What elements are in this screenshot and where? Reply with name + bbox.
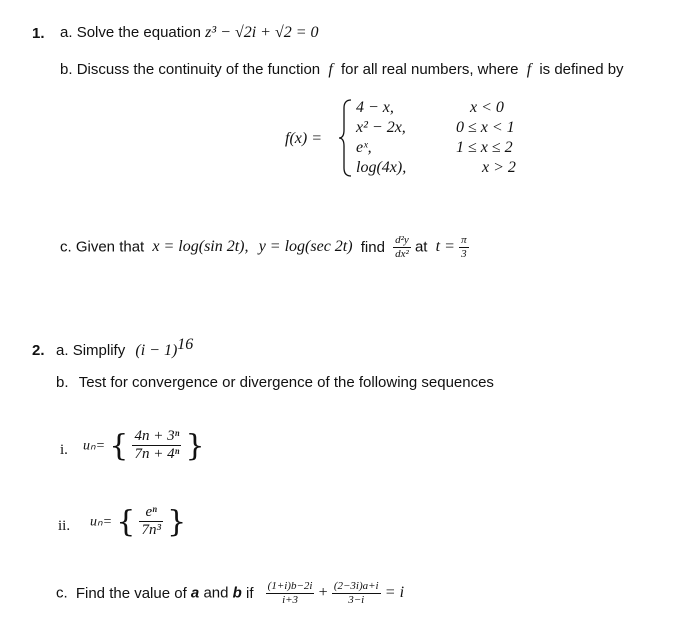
seq-ii-right-brace: } — [167, 504, 187, 540]
q1b-text-1: Discuss the continuity of the function — [76, 61, 321, 78]
q2a-label: a. — [56, 342, 69, 359]
q2c-var-a: a — [190, 584, 200, 602]
q2c-text-1: Find the value of — [75, 584, 187, 602]
piece-expr-1: 4 − x, — [356, 99, 394, 116]
q1c-text-1: Given that — [75, 238, 145, 256]
seq-i-left-brace: { — [109, 428, 129, 464]
q2c-var-b: b — [232, 584, 242, 602]
q2c-f1-num: (1+i)b−2i — [267, 580, 313, 592]
q1c-derivative-den: dx² — [395, 247, 409, 260]
q2c-text-if: if — [245, 584, 254, 602]
q1b-line — [60, 61, 624, 79]
q2a-text: Simplify — [72, 342, 126, 359]
seq-i — [83, 428, 205, 464]
piece-cond-3: 1 ≤ x ≤ 2 — [456, 139, 513, 156]
q2c-rhs: = i — [384, 584, 405, 602]
q1c-text-find: find — [360, 238, 385, 256]
q1c-line — [60, 234, 469, 260]
q1c-label: c. — [60, 238, 72, 256]
q1c-text-at: at — [414, 238, 428, 256]
question-2-number: 2. — [32, 342, 45, 359]
seq-ii — [90, 504, 186, 540]
seq-ii-num: eⁿ — [139, 504, 163, 522]
piece-cond-1: x < 0 — [470, 99, 504, 116]
piecewise-brace — [338, 98, 354, 178]
seq-ii-den: 7n³ — [141, 522, 161, 539]
seq-i-right-brace: } — [185, 428, 205, 464]
q1b-label: b. — [60, 61, 73, 78]
q1c-t-value — [459, 234, 469, 260]
q1a-text: Solve the equation — [76, 24, 201, 41]
q2c-f2-den: 3−i — [348, 593, 365, 606]
q1c-eq-x: x = log(sin 2t), — [152, 238, 249, 256]
piece-expr-3: eˣ, — [356, 139, 372, 156]
piece-cond-2: 0 ≤ x < 1 — [456, 119, 515, 136]
q2c-fraction-1 — [266, 580, 315, 606]
q2b-text: Test for convergence or divergence of the following sequences — [78, 374, 494, 391]
q1c-t-den: 3 — [461, 247, 467, 260]
q2a-expr-base: (i − 1) — [135, 342, 178, 359]
q1b-f-symbol-2: f — [526, 61, 532, 78]
seq-i-den: 7n + 4ⁿ — [134, 446, 180, 463]
q1b-text-2: for all real numbers, where — [340, 61, 519, 78]
q1b-f-symbol-1: f — [328, 61, 333, 78]
q1c-derivative — [393, 234, 411, 260]
seq-i-num: 4n + 3ⁿ — [132, 428, 181, 446]
seq-i-fraction — [132, 428, 181, 464]
seq-i-un: uₙ= — [83, 438, 106, 454]
q1a-label: a. — [60, 24, 73, 41]
piecewise-lhs: f(x) = — [285, 130, 322, 147]
q2c-f1-den: i+3 — [282, 593, 299, 606]
q2c-text-and: and — [203, 584, 229, 602]
q1b-text-3: is defined by — [539, 61, 624, 78]
seq-i-label: i. — [60, 442, 68, 458]
question-1-number: 1. — [32, 25, 45, 42]
q2b-line — [56, 374, 494, 391]
q2c-fraction-2 — [332, 580, 381, 606]
piece-expr-4: log(4x), — [356, 159, 407, 176]
seq-ii-un: uₙ= — [90, 514, 113, 530]
piece-cond-4: x > 2 — [482, 159, 516, 176]
q1c-t-eq: t = — [435, 238, 455, 256]
q2c-label: c. — [56, 584, 68, 602]
q2b-label: b. — [56, 374, 69, 391]
q2c-f2-num: (2−3i)a+i — [333, 580, 379, 592]
q1a-equation: z³ − √2i + √2 = 0 — [205, 24, 319, 41]
seq-ii-left-brace: { — [116, 504, 136, 540]
q1a-line — [60, 24, 319, 42]
q1c-t-num: π — [461, 234, 467, 246]
q2c-line — [56, 580, 404, 606]
q2a-expr-exp: 16 — [177, 336, 194, 353]
q2a-line — [56, 336, 194, 360]
seq-ii-fraction — [139, 504, 163, 540]
q1c-derivative-num: d²y — [395, 234, 409, 246]
q1c-eq-y: y = log(sec 2t) — [258, 238, 353, 256]
q2c-plus: + — [318, 584, 328, 602]
seq-ii-label: ii. — [58, 518, 71, 534]
piece-expr-2: x² − 2x, — [356, 119, 406, 136]
